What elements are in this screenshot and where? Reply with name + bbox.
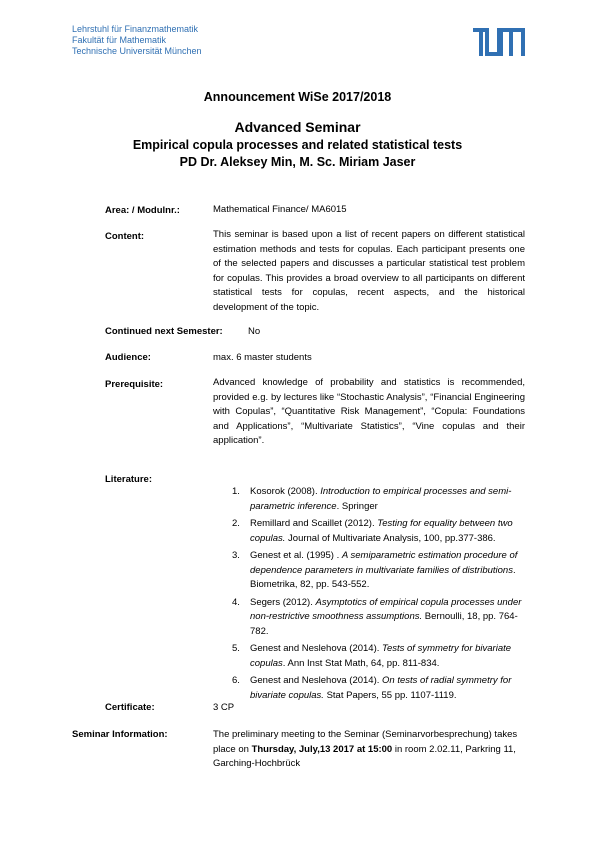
literature-title: Testing for equality between two copulas. bbox=[250, 518, 513, 544]
seminar-date: Thursday, July,13 2017 at 15:00 bbox=[251, 743, 393, 755]
literature-authors: Genest and Neslehova (2014). bbox=[250, 643, 383, 654]
content-label: Content: bbox=[105, 231, 145, 242]
certificate-label: Certificate: bbox=[105, 702, 155, 713]
literature-number: 4. bbox=[232, 596, 240, 608]
continued-label: Continued next Semester: bbox=[105, 326, 223, 337]
seminar-info-label: Seminar Information: bbox=[72, 729, 168, 740]
audience-value: max. 6 master students bbox=[213, 352, 312, 363]
literature-item bbox=[232, 596, 526, 640]
announcement-heading: Announcement WiSe 2017/2018 bbox=[203, 90, 392, 104]
faculty-name: Fakultät für Mathematik bbox=[72, 35, 167, 45]
seminar-location: in room 2.02.11, Parkring 11, Garching-Hochbrück bbox=[213, 743, 516, 769]
literature-title: Tests of symmetry for bivariate copulas bbox=[250, 643, 512, 669]
literature-item bbox=[232, 674, 526, 703]
institution-header bbox=[72, 24, 202, 57]
chair-name: Lehrstuhl für Finanzmathematik bbox=[72, 24, 199, 34]
literature-number: 2. bbox=[232, 518, 240, 529]
seminar-instructors: PD Dr. Aleksey Min, M. Sc. Miriam Jaser bbox=[179, 155, 416, 169]
literature-number: 1. bbox=[232, 486, 240, 497]
literature-number: 3. bbox=[232, 550, 240, 561]
literature-source: . Springer bbox=[336, 500, 378, 512]
literature-title: A semiparametric estimation procedure of dependence parameters in multivariate families of distributions bbox=[250, 550, 518, 576]
literature-item bbox=[232, 642, 526, 671]
certificate-value: 3 CP bbox=[213, 702, 235, 713]
literature-authors: Segers (2012). bbox=[250, 596, 316, 608]
literature-title: Asymptotics of empirical copula processes under non-restrictive smoothness assumptions. bbox=[250, 596, 522, 622]
literature-source: Stat Papers, 55 pp. 1107-1119. bbox=[323, 689, 457, 701]
literature-authors: Genest and Neslehova (2014). bbox=[250, 675, 383, 686]
literature-title: Introduction to empirical processes and semi-parametric inference bbox=[250, 486, 512, 512]
seminar-topic: Empirical copula processes and related statistical tests bbox=[132, 138, 463, 152]
literature-authors: Genest et al. (1995) . bbox=[250, 550, 342, 561]
seminar-info-intro: The preliminary meeting to the Seminar (Seminarvorbesprechung) takes place on bbox=[213, 729, 518, 755]
prerequisite-value: Advanced knowledge of probability and statistics is recommended, provided e.g. by lectures like “Stochastic Analysis”, “Financial Engineering with Copulas”, “Quantitative Risk Management”, “Copula: Foundations and Applications”, “Multivariate Statistics”, “Vine copulas and their application”. bbox=[213, 377, 525, 446]
literature-source: . Biometrika, 82, pp. 543-552. bbox=[250, 564, 516, 590]
tum-logo-icon bbox=[471, 28, 525, 56]
university-name: Technische Universität München bbox=[72, 46, 202, 56]
literature-source: . Ann Inst Stat Math, 64, pp. 811-834. bbox=[282, 657, 440, 669]
literature-source: Bernoulli, 18, pp. 764-782. bbox=[250, 611, 518, 637]
literature-title: On tests of radial symmetry for bivariate copulas. bbox=[250, 675, 512, 701]
seminar-info-text bbox=[213, 728, 525, 772]
content-value: This seminar is based upon a list of recent papers on different statistical estimation methods and tests for copulas. Each participant presents one of the selected papers and discusses a particular statistical test problem for copulas. This provides a broad overview to all participants on different statistical tests for copulas, recent aspects, and the historical development of the topic. bbox=[213, 229, 525, 313]
area-value: Mathematical Finance/ MA6015 bbox=[213, 204, 347, 215]
literature-authors: Remillard and Scaillet (2012). bbox=[250, 518, 378, 529]
literature-source: Journal of Multivariate Analysis, 100, pp.377-386. bbox=[285, 532, 496, 544]
literature-item bbox=[232, 549, 526, 593]
literature-authors: Kosorok (2008). bbox=[250, 486, 321, 497]
audience-label: Audience: bbox=[105, 352, 151, 363]
literature-item bbox=[232, 517, 526, 546]
prerequisite-label: Prerequisite: bbox=[105, 379, 164, 390]
literature-label: Literature: bbox=[105, 474, 152, 485]
area-label: Area: / Modulnr.: bbox=[105, 205, 180, 216]
literature-number: 6. bbox=[232, 675, 240, 686]
literature-item bbox=[232, 485, 526, 514]
continued-value: No bbox=[248, 326, 261, 337]
seminar-type-heading: Advanced Seminar bbox=[234, 119, 361, 135]
literature-number: 5. bbox=[232, 643, 240, 654]
literature-list bbox=[232, 485, 526, 706]
